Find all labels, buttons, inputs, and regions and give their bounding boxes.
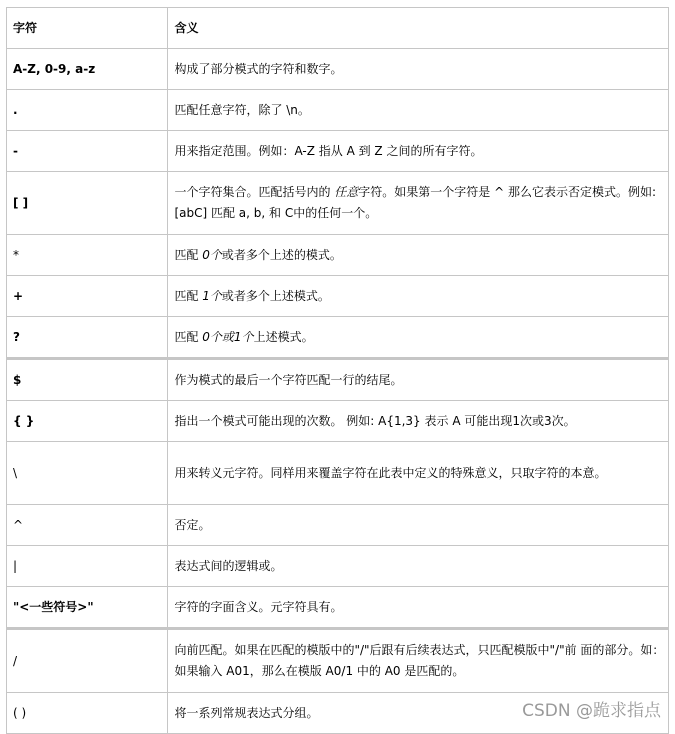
desc-text: 字符。如果第一个字符是 ^ 那么它表示否定模式。例如: [abC] 匹配 a, b, 和 C中的任何一个。 [174,185,657,220]
desc-cell [168,131,669,172]
table-row [7,235,669,276]
table-body [7,49,669,734]
table-row [7,317,669,359]
desc-text: 构成了部分模式的字符和数字。 [174,61,343,76]
desc-cell [168,172,669,235]
emphasis-text: 1个 [202,288,222,303]
char-cell: \ [7,442,168,505]
desc-cell [168,235,669,276]
table-row [7,587,669,629]
emphasis-text: 0个或1个 [202,329,254,344]
table-row [7,401,669,442]
desc-text: 匹配任意字符，除了 \n。 [174,102,310,117]
desc-cell [168,90,669,131]
desc-text: 上述模式。 [253,329,314,344]
desc-text: 或者多个上述的模式。 [221,247,342,262]
desc-text: 指出一个模式可能出现的次数。 例如: A{1,3} 表示 A 可能出现1次或3次。 [174,413,576,428]
regex-metacharacter-table [6,7,669,734]
emphasis-text: 任意 [334,185,359,199]
char-cell: / [7,629,168,693]
desc-text: 作为模式的最后一个字符匹配一行的结尾。 [174,372,403,387]
desc-cell [168,49,669,90]
desc-text: 否定。 [174,517,211,532]
table-row [7,172,669,235]
header-char: 字符 [7,8,168,49]
char-cell: . [7,90,168,131]
table-row [7,276,669,317]
char-cell: ? [7,317,168,359]
table-row [7,505,669,546]
desc-cell [168,629,669,693]
table-row [7,49,669,90]
desc-text: 一个字符集合。匹配括号内的 [174,185,335,199]
table-row [7,546,669,587]
table-row [7,131,669,172]
desc-text: 向前匹配。如果在匹配的模版中的"/"后跟有后续表达式，只匹配模版中"/"前 面的部分。如：如果输入 A01，那么在模版 A0/1 中的 A0 是匹配的。 [174,643,665,678]
desc-text: 用来转义元字符。同样用来覆盖字符在此表中定义的特殊意义，只取字符的本意。 [174,465,607,480]
char-cell: + [7,276,168,317]
char-cell: "<一些符号>" [7,587,168,629]
desc-text: 字符的字面含义。元字符具有。 [174,599,343,614]
desc-text: 或者多个上述模式。 [221,288,330,303]
char-cell: { } [7,401,168,442]
char-cell: - [7,131,168,172]
char-cell: | [7,546,168,587]
desc-cell [168,276,669,317]
char-cell: ^ [7,505,168,546]
desc-cell [168,359,669,401]
desc-cell [168,401,669,442]
table-row [7,442,669,505]
char-cell: A-Z, 0-9, a-z [7,49,168,90]
desc-text: 用来指定范围。例如：A-Z 指从 A 到 Z 之间的所有字符。 [174,143,483,158]
desc-text: 表达式间的逻辑或。 [174,558,283,573]
desc-cell [168,587,669,629]
desc-cell [168,546,669,587]
desc-text: 匹配 [174,288,203,303]
emphasis-text: 0个 [202,247,222,262]
desc-cell [168,317,669,359]
char-cell: * [7,235,168,276]
csdn-watermark: CSDN @跪求指点 [522,701,661,721]
char-cell: [ ] [7,172,168,235]
desc-cell [168,442,669,505]
header-meaning: 含义 [168,8,669,49]
desc-text: 匹配 [174,247,203,262]
table-row [7,629,669,693]
table-row [7,90,669,131]
table-row [7,359,669,401]
char-cell: ( ) [7,693,168,734]
table-header-row [7,8,669,49]
desc-text: 将一系列常规表达式分组。 [174,705,319,720]
char-cell: $ [7,359,168,401]
desc-text: 匹配 [174,329,203,344]
desc-cell [168,505,669,546]
